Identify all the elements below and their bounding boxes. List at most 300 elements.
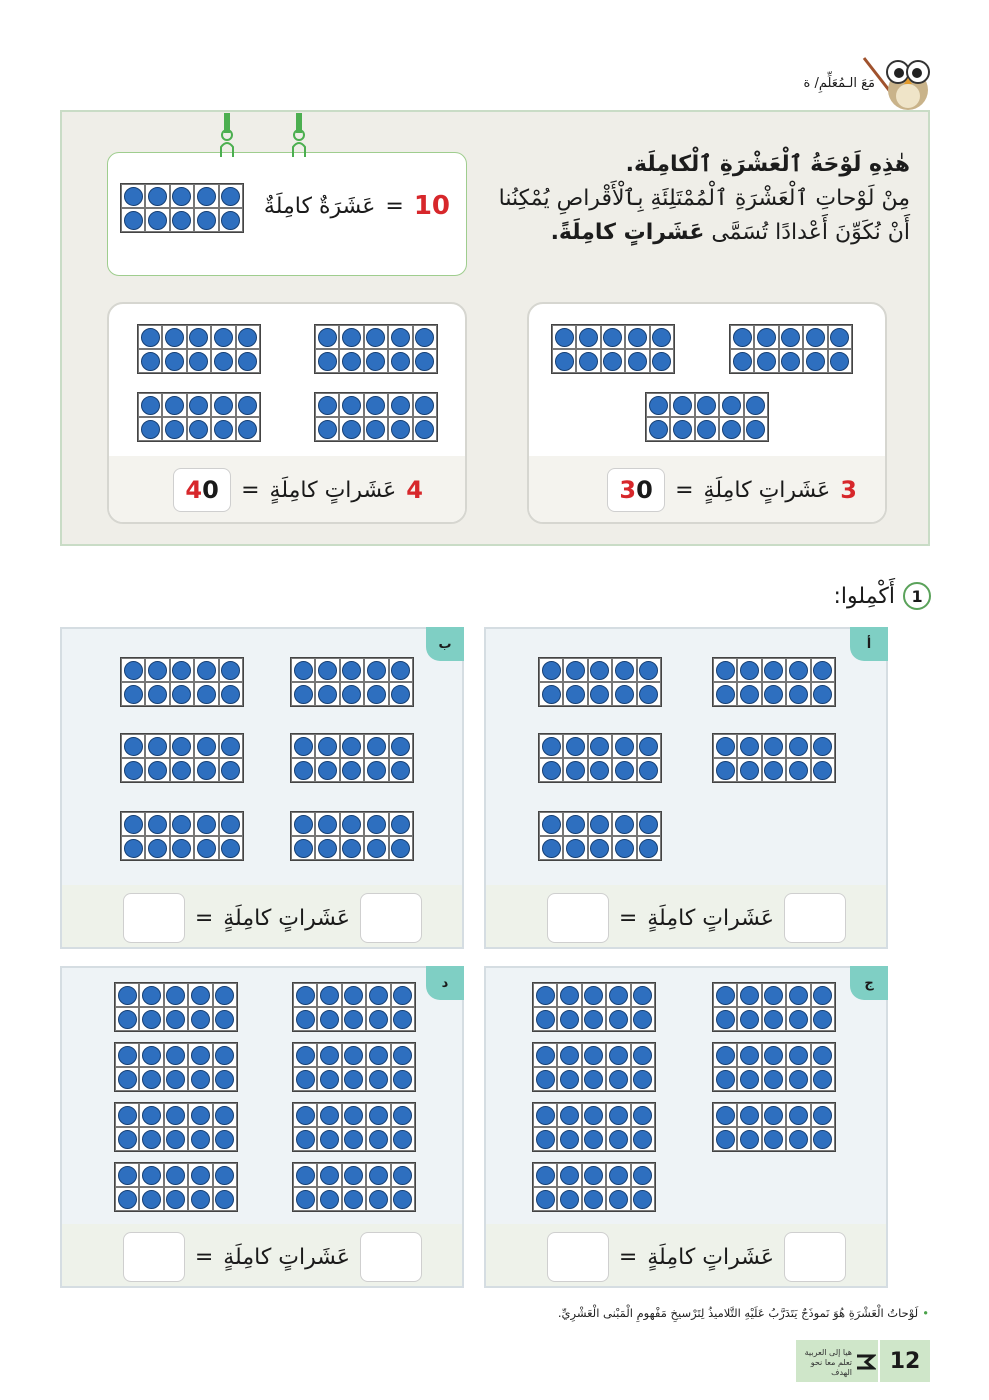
counter-disc-icon bbox=[215, 1046, 234, 1065]
counter-disc-icon bbox=[746, 396, 765, 415]
page-footer bbox=[796, 1340, 930, 1382]
ten-frame-cell bbox=[786, 682, 810, 706]
ten-frame-cell bbox=[364, 417, 388, 441]
ten-frame-cell bbox=[557, 1067, 581, 1091]
ten-frame-icon bbox=[120, 183, 244, 233]
ten-frame-cell bbox=[364, 393, 388, 417]
counter-disc-icon bbox=[197, 839, 216, 858]
ten-frame-cell bbox=[188, 1007, 212, 1031]
counter-disc-icon bbox=[590, 661, 609, 680]
counter-disc-icon bbox=[215, 1106, 234, 1125]
counter-disc-icon bbox=[789, 1106, 808, 1125]
ten-frame-cell bbox=[315, 758, 339, 782]
counter-disc-icon bbox=[764, 986, 783, 1005]
counter-disc-icon bbox=[118, 1106, 137, 1125]
counter-disc-icon bbox=[294, 737, 313, 756]
counter-disc-icon bbox=[318, 815, 337, 834]
counter-disc-icon bbox=[320, 1046, 339, 1065]
ten-frame-cell bbox=[364, 758, 388, 782]
ten-frame-cell bbox=[315, 393, 339, 417]
ten-frame-cell bbox=[315, 812, 339, 836]
teacher-note-label: مَعَ الـمُعَلِّمِ/ ة bbox=[803, 76, 875, 91]
counter-disc-icon bbox=[536, 986, 555, 1005]
counter-disc-icon bbox=[367, 685, 386, 704]
counter-disc-icon bbox=[733, 328, 752, 347]
counter-disc-icon bbox=[542, 815, 561, 834]
counter-disc-icon bbox=[294, 815, 313, 834]
counter-disc-icon bbox=[757, 352, 776, 371]
ten-frame-cell bbox=[317, 1187, 341, 1211]
counter-disc-icon bbox=[191, 1046, 210, 1065]
ten-frame-cell bbox=[539, 734, 563, 758]
ten-frame-cell bbox=[342, 1067, 366, 1091]
counter-disc-icon bbox=[344, 1010, 363, 1029]
ten-frame-cell bbox=[364, 658, 388, 682]
counter-disc-icon bbox=[764, 737, 783, 756]
counter-disc-icon bbox=[584, 1166, 603, 1185]
counter-disc-icon bbox=[344, 1046, 363, 1065]
counter-disc-icon bbox=[391, 352, 410, 371]
answer-input[interactable] bbox=[123, 1232, 185, 1282]
ten-frame-cell bbox=[646, 417, 670, 441]
answer-input[interactable] bbox=[784, 893, 846, 943]
counter-disc-icon bbox=[318, 661, 337, 680]
ten-frame-cell bbox=[315, 836, 339, 860]
ten-frame-cell bbox=[188, 1103, 212, 1127]
counter-disc-icon bbox=[214, 420, 233, 439]
counter-disc-icon bbox=[344, 1130, 363, 1149]
ten-frame-cell bbox=[539, 758, 563, 782]
counter-disc-icon bbox=[296, 1106, 315, 1125]
ten-frame-cell bbox=[533, 1007, 557, 1031]
ten-frame-cell bbox=[713, 758, 737, 782]
ten-frame-cell bbox=[317, 983, 341, 1007]
counter-disc-icon bbox=[342, 685, 361, 704]
ten-frame-cell bbox=[612, 734, 636, 758]
counter-disc-icon bbox=[221, 761, 240, 780]
ten-frame-cell bbox=[762, 1043, 786, 1067]
counter-disc-icon bbox=[367, 761, 386, 780]
ten-frame-cell bbox=[631, 1127, 655, 1151]
counter-disc-icon bbox=[118, 1010, 137, 1029]
ten-frame-cell bbox=[139, 1067, 163, 1091]
ten-frame-cell bbox=[762, 758, 786, 782]
ten-frame-cell bbox=[737, 758, 761, 782]
counter-disc-icon bbox=[716, 1070, 735, 1089]
counter-disc-icon bbox=[609, 1166, 628, 1185]
answer-box: 30 bbox=[607, 468, 665, 512]
ten-frame-cell bbox=[762, 682, 786, 706]
counter-disc-icon bbox=[649, 420, 668, 439]
counter-disc-icon bbox=[141, 352, 160, 371]
ten-frame-cell bbox=[786, 1067, 810, 1091]
counter-disc-icon bbox=[165, 420, 184, 439]
ten-frame-cell bbox=[388, 393, 412, 417]
example-card-30 bbox=[527, 302, 887, 524]
ten-frame-cell bbox=[631, 1007, 655, 1031]
ten-frame-cell bbox=[342, 1007, 366, 1031]
counter-disc-icon bbox=[166, 986, 185, 1005]
counter-disc-icon bbox=[746, 420, 765, 439]
ten-frame-cell bbox=[563, 734, 587, 758]
counter-disc-icon bbox=[628, 328, 647, 347]
exercise-equation: عَشَراتٍ كامِلَةٍ = bbox=[123, 1232, 422, 1282]
ten-frame-icon bbox=[314, 324, 438, 374]
ten-frame-cell bbox=[115, 1043, 139, 1067]
counter-disc-icon bbox=[391, 420, 410, 439]
ten-frame-cell bbox=[811, 1067, 835, 1091]
ten-frame-cell bbox=[650, 325, 674, 349]
counter-disc-icon bbox=[633, 1130, 652, 1149]
counter-disc-icon bbox=[566, 661, 585, 680]
counter-disc-icon bbox=[197, 761, 216, 780]
counter-disc-icon bbox=[393, 1106, 412, 1125]
ten-frame-cell bbox=[219, 758, 243, 782]
ten-frame-cell bbox=[533, 1067, 557, 1091]
counter-disc-icon bbox=[124, 661, 143, 680]
counter-disc-icon bbox=[342, 761, 361, 780]
counter-disc-icon bbox=[716, 761, 735, 780]
ten-frame-cell bbox=[194, 208, 218, 232]
ten-frame-cell bbox=[582, 983, 606, 1007]
ten-frame-cell bbox=[582, 1103, 606, 1127]
counter-disc-icon bbox=[342, 396, 361, 415]
ten-frame-cell bbox=[533, 1043, 557, 1067]
counter-disc-icon bbox=[536, 1166, 555, 1185]
definition-box bbox=[107, 152, 467, 276]
counter-disc-icon bbox=[584, 1070, 603, 1089]
ten-frame-cell bbox=[342, 1127, 366, 1151]
counter-disc-icon bbox=[740, 1046, 759, 1065]
ten-frame-cell bbox=[601, 349, 625, 373]
counter-disc-icon bbox=[344, 1190, 363, 1209]
counter-disc-icon bbox=[369, 1106, 388, 1125]
ten-frame-cell bbox=[121, 184, 145, 208]
counter-disc-icon bbox=[197, 187, 216, 206]
ten-frame-cell bbox=[786, 734, 810, 758]
counter-disc-icon bbox=[628, 352, 647, 371]
counter-disc-icon bbox=[579, 328, 598, 347]
ten-frame-cell bbox=[219, 658, 243, 682]
counter-disc-icon bbox=[652, 352, 671, 371]
answer-input[interactable] bbox=[360, 1232, 422, 1282]
ten-frame-cell bbox=[389, 734, 413, 758]
ten-frame-cell bbox=[786, 1007, 810, 1031]
counter-disc-icon bbox=[118, 1130, 137, 1149]
ten-frame-cell bbox=[695, 417, 719, 441]
clip-icon bbox=[292, 113, 306, 157]
ten-frame-cell bbox=[670, 417, 694, 441]
counter-disc-icon bbox=[369, 1166, 388, 1185]
exercise-equation: عَشَراتٍ كامِلَةٍ = bbox=[123, 893, 422, 943]
ten-frame-cell bbox=[236, 325, 260, 349]
counter-disc-icon bbox=[740, 1106, 759, 1125]
answer-input[interactable] bbox=[784, 1232, 846, 1282]
ten-frame-cell bbox=[612, 682, 636, 706]
ten-frame-cell bbox=[162, 325, 186, 349]
ten-frame-cell bbox=[366, 983, 390, 1007]
counter-disc-icon bbox=[142, 986, 161, 1005]
counter-disc-icon bbox=[238, 420, 257, 439]
counter-disc-icon bbox=[165, 352, 184, 371]
counter-disc-icon bbox=[603, 328, 622, 347]
page-number: 12 bbox=[878, 1340, 930, 1382]
counter-disc-icon bbox=[318, 420, 337, 439]
ten-frame-cell bbox=[637, 734, 661, 758]
definition-number: 10 bbox=[413, 191, 450, 221]
ten-frame-cell bbox=[606, 1067, 630, 1091]
counter-disc-icon bbox=[806, 328, 825, 347]
counter-disc-icon bbox=[716, 1010, 735, 1029]
counter-disc-icon bbox=[649, 396, 668, 415]
ten-frame-cell bbox=[121, 812, 145, 836]
ten-frame-icon bbox=[290, 811, 414, 861]
counter-disc-icon bbox=[813, 737, 832, 756]
answer-input[interactable] bbox=[360, 893, 422, 943]
counter-disc-icon bbox=[294, 661, 313, 680]
ten-frame-cell bbox=[366, 1127, 390, 1151]
ten-frame-cell bbox=[219, 734, 243, 758]
ten-frame-cell bbox=[115, 1103, 139, 1127]
ten-frame-cell bbox=[162, 417, 186, 441]
ten-frame-cell bbox=[317, 1127, 341, 1151]
ten-frame-cell bbox=[170, 208, 194, 232]
ten-frame-cell bbox=[413, 393, 437, 417]
ten-frame-cell bbox=[563, 682, 587, 706]
ten-frame-cell bbox=[737, 983, 761, 1007]
counter-disc-icon bbox=[391, 661, 410, 680]
exercise-panel-c bbox=[484, 966, 888, 1288]
ten-frame-cell bbox=[563, 658, 587, 682]
ten-frame-cell bbox=[315, 682, 339, 706]
answer-input[interactable] bbox=[547, 1232, 609, 1282]
counter-disc-icon bbox=[366, 328, 385, 347]
clip-icon bbox=[220, 113, 234, 157]
counter-disc-icon bbox=[716, 986, 735, 1005]
answer-box: 40 bbox=[173, 468, 231, 512]
ten-frame-cell bbox=[293, 1043, 317, 1067]
example-footer bbox=[109, 456, 465, 522]
exercise-panel-b bbox=[60, 627, 464, 949]
ten-frame-cell bbox=[582, 1187, 606, 1211]
ten-frame-cell bbox=[194, 836, 218, 860]
counter-disc-icon bbox=[716, 661, 735, 680]
counter-disc-icon bbox=[238, 328, 257, 347]
ten-frame-cell bbox=[646, 393, 670, 417]
ten-frame-cell bbox=[637, 682, 661, 706]
ten-frame-icon bbox=[120, 733, 244, 783]
counter-disc-icon bbox=[590, 815, 609, 834]
ten-frame-icon bbox=[314, 392, 438, 442]
ten-frame-cell bbox=[388, 417, 412, 441]
example-equation: 3 عَشَراتٍ كامِلَةٍ = 30 bbox=[607, 468, 857, 512]
ten-frame-cell bbox=[138, 393, 162, 417]
counter-disc-icon bbox=[148, 761, 167, 780]
ten-frame-cell bbox=[219, 208, 243, 232]
counter-disc-icon bbox=[633, 986, 652, 1005]
ten-frame-cell bbox=[291, 812, 315, 836]
ten-frame-cell bbox=[625, 325, 649, 349]
ten-frame-cell bbox=[236, 417, 260, 441]
counter-disc-icon bbox=[369, 986, 388, 1005]
ten-frame-cell bbox=[588, 836, 612, 860]
ten-frame-cell bbox=[187, 325, 211, 349]
counter-disc-icon bbox=[609, 1070, 628, 1089]
ten-frame-cell bbox=[121, 734, 145, 758]
ten-frame-cell bbox=[606, 1163, 630, 1187]
ten-frame-cell bbox=[811, 734, 835, 758]
counter-disc-icon bbox=[215, 1130, 234, 1149]
exercise-tag: أ bbox=[850, 627, 888, 661]
counter-disc-icon bbox=[344, 986, 363, 1005]
counter-disc-icon bbox=[367, 661, 386, 680]
counter-disc-icon bbox=[789, 1130, 808, 1149]
ten-frame-cell bbox=[631, 1163, 655, 1187]
counter-disc-icon bbox=[221, 661, 240, 680]
counter-disc-icon bbox=[697, 396, 716, 415]
counter-disc-icon bbox=[536, 1046, 555, 1065]
ten-frame-cell bbox=[637, 812, 661, 836]
counter-disc-icon bbox=[633, 1010, 652, 1029]
ten-frame-cell bbox=[713, 734, 737, 758]
ten-frame-cell bbox=[391, 1043, 415, 1067]
ten-frame-cell bbox=[115, 1127, 139, 1151]
counter-disc-icon bbox=[118, 1166, 137, 1185]
counter-disc-icon bbox=[191, 986, 210, 1005]
counter-disc-icon bbox=[789, 1070, 808, 1089]
counter-disc-icon bbox=[215, 1010, 234, 1029]
ten-frame-cell bbox=[612, 812, 636, 836]
ten-frame-cell bbox=[162, 349, 186, 373]
ten-frame-cell bbox=[582, 1043, 606, 1067]
ten-frame-cell bbox=[557, 1043, 581, 1067]
counter-disc-icon bbox=[189, 352, 208, 371]
counter-disc-icon bbox=[633, 1070, 652, 1089]
ten-frame-cell bbox=[194, 734, 218, 758]
counter-disc-icon bbox=[781, 352, 800, 371]
ten-frame-cell bbox=[339, 325, 363, 349]
intro-text bbox=[480, 148, 910, 250]
ten-frame-cell bbox=[366, 1187, 390, 1211]
ten-frame-cell bbox=[744, 393, 768, 417]
counter-disc-icon bbox=[320, 1106, 339, 1125]
ten-frame-cell bbox=[211, 393, 235, 417]
counter-disc-icon bbox=[367, 737, 386, 756]
counter-disc-icon bbox=[813, 1010, 832, 1029]
counter-disc-icon bbox=[391, 815, 410, 834]
counter-disc-icon bbox=[764, 761, 783, 780]
ten-frame-cell bbox=[364, 349, 388, 373]
intro-line-1: هٰذِهِ لَوْحَةُ ٱلْعَشْرَةِ ٱلْكامِلَة. bbox=[625, 152, 910, 177]
ten-frame-cell bbox=[631, 983, 655, 1007]
ten-frame-icon bbox=[137, 392, 261, 442]
ten-frame-cell bbox=[188, 1187, 212, 1211]
exercise-footer bbox=[62, 1224, 462, 1286]
counter-disc-icon bbox=[142, 1106, 161, 1125]
ten-frame-cell bbox=[317, 1043, 341, 1067]
ten-frame-cell bbox=[145, 208, 169, 232]
counter-disc-icon bbox=[320, 1166, 339, 1185]
counter-disc-icon bbox=[318, 737, 337, 756]
counter-disc-icon bbox=[609, 1046, 628, 1065]
question-instruction: أَكْمِلوا: bbox=[833, 583, 895, 609]
counter-disc-icon bbox=[369, 1046, 388, 1065]
ten-frame-cell bbox=[366, 1067, 390, 1091]
counter-disc-icon bbox=[673, 420, 692, 439]
counter-disc-icon bbox=[296, 1190, 315, 1209]
ten-frame-cell bbox=[389, 758, 413, 782]
ten-frame-cell bbox=[625, 349, 649, 373]
ten-frame-cell bbox=[315, 325, 339, 349]
ten-frame-cell bbox=[317, 1067, 341, 1091]
counter-disc-icon bbox=[566, 815, 585, 834]
definition-equation bbox=[264, 191, 450, 221]
answer-input[interactable] bbox=[547, 893, 609, 943]
ten-frame-cell bbox=[713, 983, 737, 1007]
counter-disc-icon bbox=[148, 211, 167, 230]
ten-frame-cell bbox=[786, 658, 810, 682]
ten-frame-cell bbox=[211, 325, 235, 349]
ten-frame-cell bbox=[779, 325, 803, 349]
ten-frame-cell bbox=[557, 1187, 581, 1211]
counter-disc-icon bbox=[215, 1070, 234, 1089]
ten-frame-cell bbox=[533, 1103, 557, 1127]
ten-frame-cell bbox=[170, 758, 194, 782]
counter-disc-icon bbox=[813, 986, 832, 1005]
counter-disc-icon bbox=[813, 1046, 832, 1065]
ten-frame-cell bbox=[170, 184, 194, 208]
ten-frame-cell bbox=[539, 812, 563, 836]
answer-input[interactable] bbox=[123, 893, 185, 943]
ten-frame-cell bbox=[291, 734, 315, 758]
counter-disc-icon bbox=[415, 352, 434, 371]
counter-disc-icon bbox=[393, 1166, 412, 1185]
exercise-equation: عَشَراتٍ كامِلَةٍ = bbox=[547, 1232, 846, 1282]
counter-disc-icon bbox=[391, 328, 410, 347]
counter-disc-icon bbox=[764, 1046, 783, 1065]
counter-disc-icon bbox=[366, 352, 385, 371]
ten-frame-cell bbox=[563, 836, 587, 860]
ten-frame-cell bbox=[762, 1103, 786, 1127]
counter-disc-icon bbox=[172, 685, 191, 704]
counter-disc-icon bbox=[609, 1010, 628, 1029]
counter-disc-icon bbox=[740, 685, 759, 704]
ten-frame-cell bbox=[291, 836, 315, 860]
ten-frame-cell bbox=[219, 836, 243, 860]
counter-disc-icon bbox=[764, 1106, 783, 1125]
ten-frame-cell bbox=[145, 184, 169, 208]
ten-frame-icon bbox=[712, 1042, 836, 1092]
ten-frame-cell bbox=[213, 1007, 237, 1031]
ten-frame-cell bbox=[637, 836, 661, 860]
counter-disc-icon bbox=[118, 1190, 137, 1209]
counter-disc-icon bbox=[393, 1190, 412, 1209]
counter-disc-icon bbox=[764, 1010, 783, 1029]
ten-frame-cell bbox=[121, 658, 145, 682]
ten-frame-cell bbox=[557, 983, 581, 1007]
counter-disc-icon bbox=[716, 1046, 735, 1065]
counter-disc-icon bbox=[536, 1190, 555, 1209]
counter-disc-icon bbox=[166, 1166, 185, 1185]
ten-frame-icon bbox=[532, 1102, 656, 1152]
ten-frame-cell bbox=[342, 1043, 366, 1067]
counter-disc-icon bbox=[366, 396, 385, 415]
counter-disc-icon bbox=[191, 1106, 210, 1125]
ten-frame-cell bbox=[164, 983, 188, 1007]
counter-disc-icon bbox=[320, 1190, 339, 1209]
ten-frame-cell bbox=[391, 1007, 415, 1031]
counter-disc-icon bbox=[566, 737, 585, 756]
